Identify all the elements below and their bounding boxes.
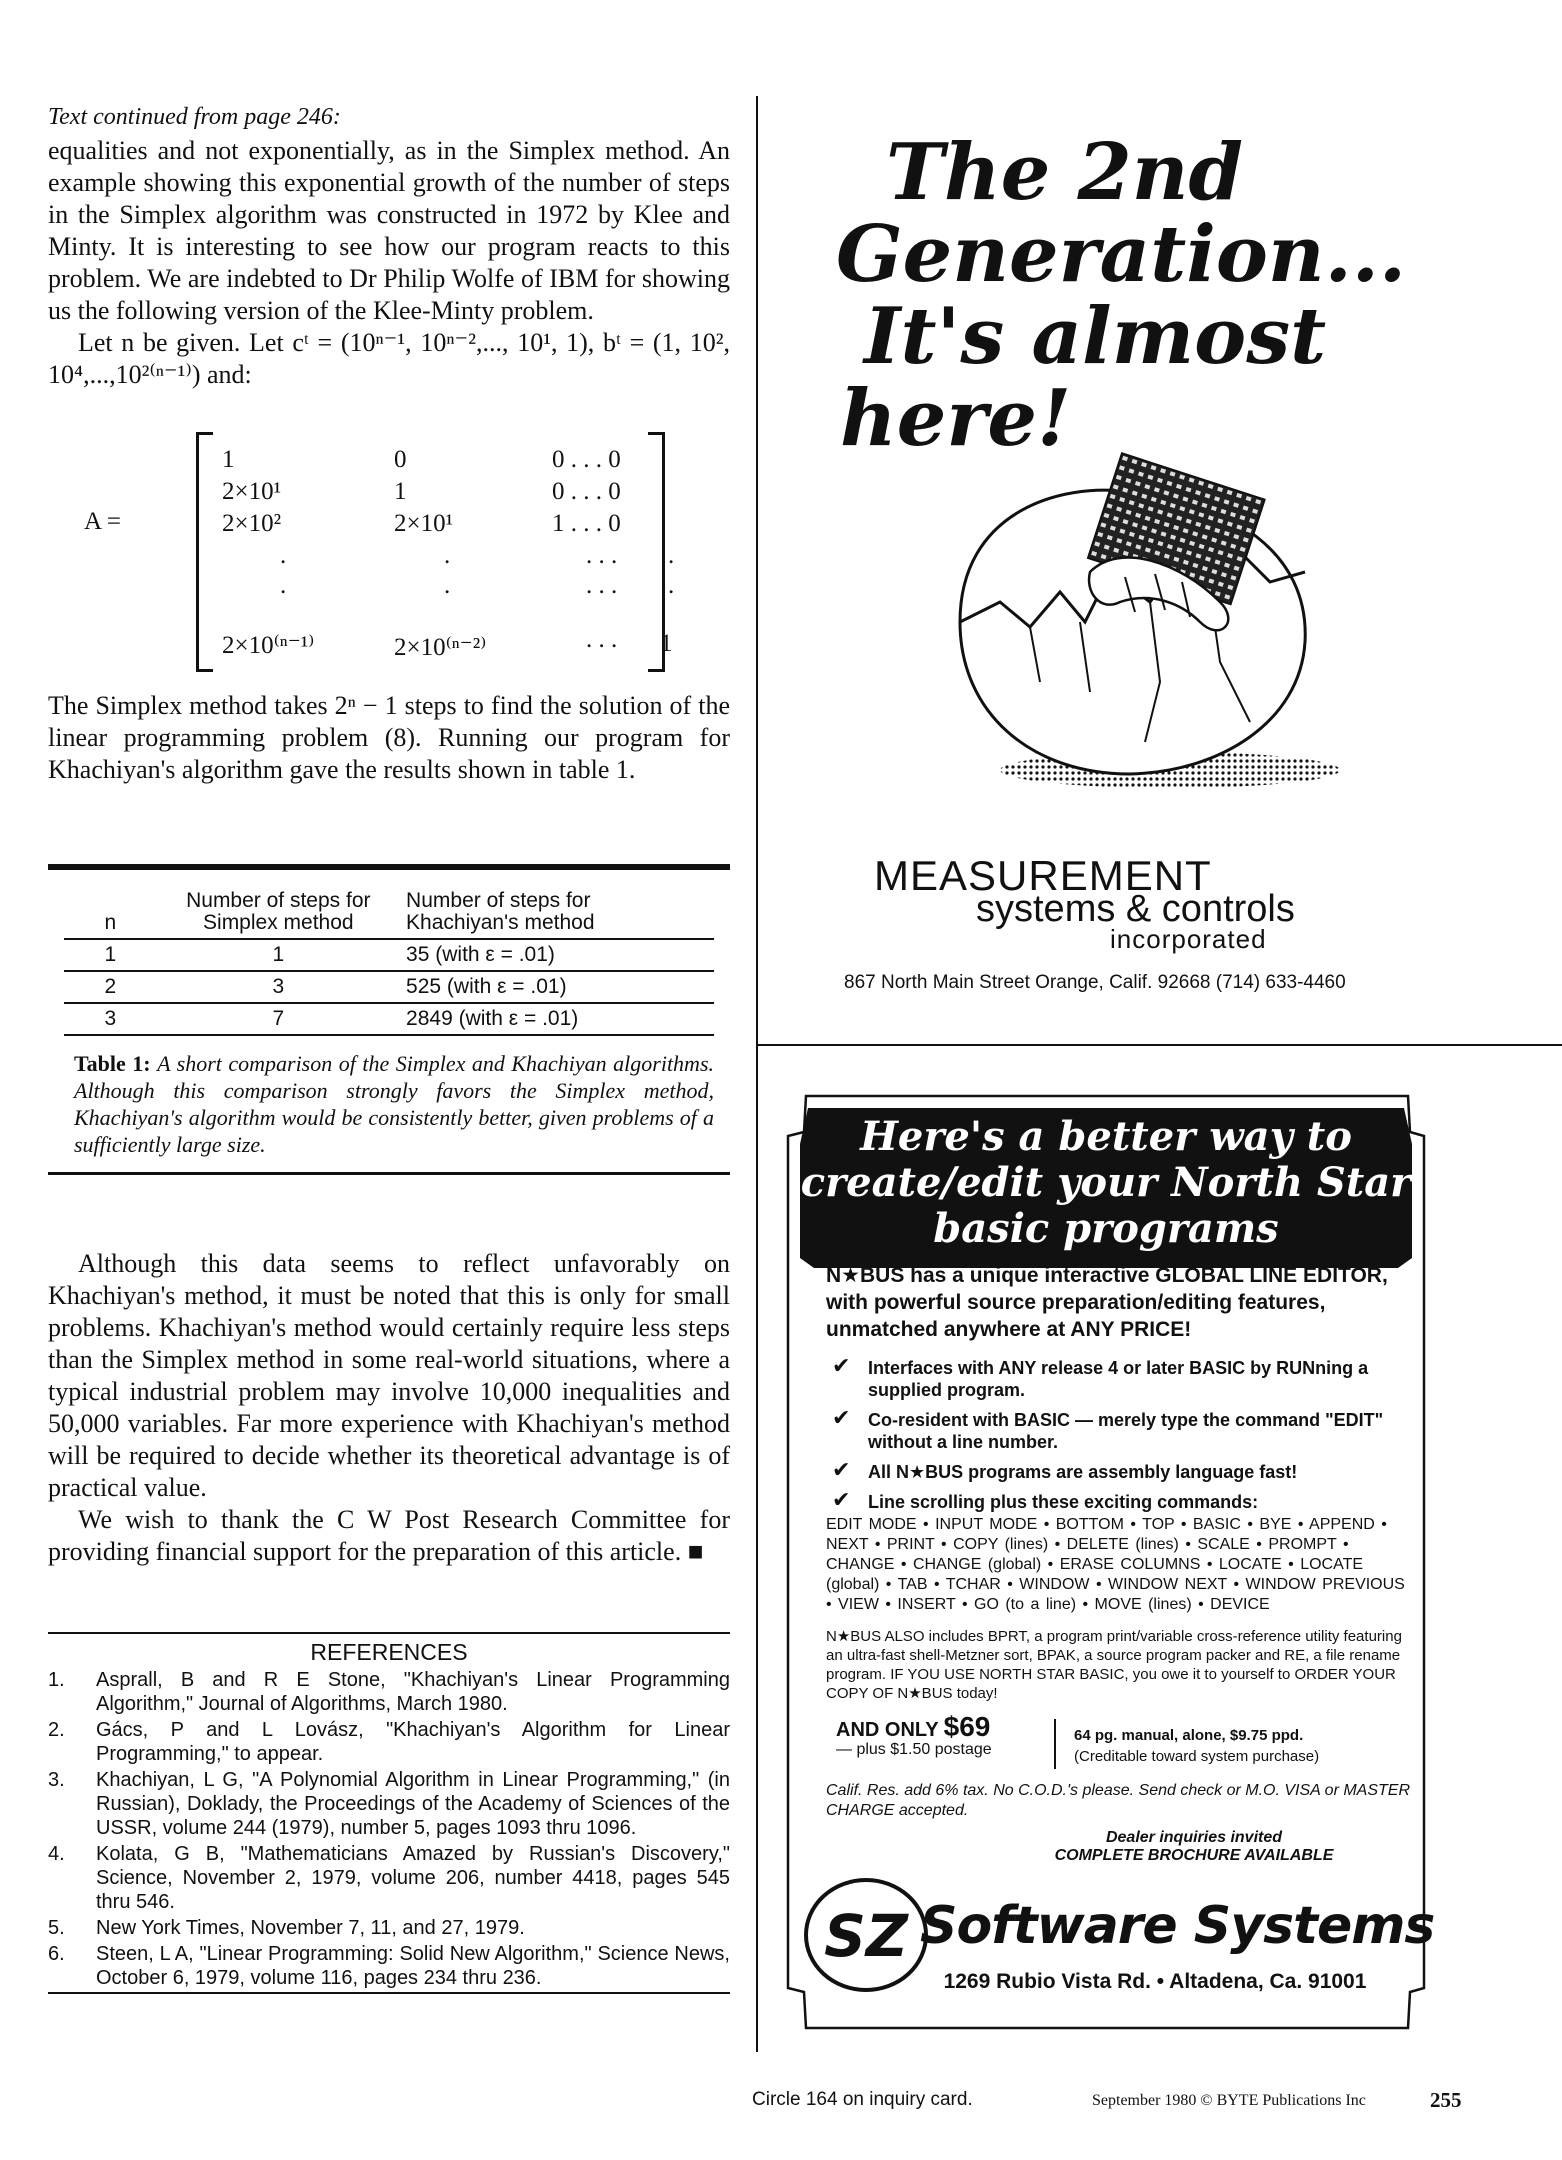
sz-logo xyxy=(802,1876,930,1994)
table-cell: 2 xyxy=(64,971,157,1003)
table-cell: 3 xyxy=(64,1003,157,1035)
article-continuation xyxy=(48,1248,730,1568)
matrix-label: A = xyxy=(84,508,122,535)
feature-item: ✔ Interfaces with ANY release 4 or later BASIC by RUNning a supplied program. xyxy=(832,1353,1369,1400)
matrix-cell: . . . xyxy=(586,542,618,569)
table-cell: 1 xyxy=(157,939,400,971)
manual-note: (Creditable toward system purchase) xyxy=(1074,1748,1320,1765)
matrix-cell: 1 xyxy=(660,630,673,657)
matrix-cell: . xyxy=(668,542,675,569)
matrix-cell: . xyxy=(280,542,287,569)
matrix-cell: . xyxy=(444,542,451,569)
left-bracket xyxy=(196,432,213,672)
reference-list xyxy=(48,1668,730,1990)
reference-item: 1. Asprall, B and R E Stone, "Khachiyan's Linear Programming Algorithm," Journal of Algorithms, March 1980. xyxy=(48,1669,730,1715)
references xyxy=(48,1632,730,1994)
table-cell: 525 (with ε = .01) xyxy=(400,971,714,1003)
order-terms: Calif. Res. add 6% tax. No C.O.D.'s please. Send check or M.O. VISA or MASTER CHARGE accepted. xyxy=(826,1782,1411,1819)
company-name: MEASUREMENT xyxy=(874,852,1212,899)
caption-text: A short comparison of the Simplex and Khachiyan algorithms. Although this comparison strongly favors the Simplex method, Khachiyan's algorithm would be consistently better, given problems of a sufficiently large size. xyxy=(74,1051,715,1157)
article-column xyxy=(48,104,730,391)
matrix-cell: 1 xyxy=(394,478,407,505)
table-cell: 1 xyxy=(64,939,157,971)
table-row xyxy=(64,1003,714,1035)
reference-item: 6. Steen, L A, "Linear Programming: Solid New Algorithm," Science News, October 6, 1979, volume 116, pages 234 thru 236. xyxy=(48,1943,730,1989)
ad-body xyxy=(826,1262,1412,1865)
matrix-cell: 0 . . . 0 xyxy=(552,478,621,505)
manual-price: 64 pg. manual, alone, $9.75 ppd. xyxy=(1074,1727,1304,1744)
column-divider xyxy=(756,96,758,2052)
feature-item: ✔ Line scrolling plus these exciting commands: xyxy=(832,1487,1259,1512)
software-systems-ad xyxy=(784,1092,1435,2032)
ad-also-text: N★BUS ALSO includes BPRT, a program print/variable cross-reference utility featuring an ultra-fast shell-Metzner sort, BPAK, a source program packer and RE, a file rename program. IF YOU USE NORTH STAR BASIC, you owe it to yourself to ORDER YOUR COPY OF N★BUS today! xyxy=(826,1628,1402,1702)
hatching-egg-illustration xyxy=(920,452,1340,792)
matrix-cell: 2×10⁽ⁿ⁻²⁾ xyxy=(394,634,487,661)
price: $69 xyxy=(943,1711,991,1742)
postage: — plus $1.50 postage xyxy=(836,1741,992,1758)
table-cell: 7 xyxy=(157,1003,400,1035)
matrix-cell: 1 . . . 0 xyxy=(552,510,621,537)
price-divider xyxy=(1054,1719,1056,1769)
reference-item: 2. Gács, P and L Lovász, "Khachiyan's Algorithm for Linear Programming," to appear. xyxy=(48,1719,730,1765)
paragraph: Although this data seems to reflect unfavorably on Khachiyan's method, it must be noted that this is only for small problems. Khachiyan's method would certainly require less steps than the Simplex method in some real-world situations, where a typical industrial problem may involve 10,000 inequalities and 50,000 variables. Far more experience with Khachiyan's method will be required to decide whether its theoretical advantage is of practical value. xyxy=(48,1249,730,1502)
dealer-note: Dealer inquiries invited COMPLETE BROCHURE AVAILABLE xyxy=(1054,1829,1334,1864)
matrix-cell: . . . xyxy=(586,572,618,599)
matrix-cell: . xyxy=(668,572,675,599)
check-icon: ✔ xyxy=(832,1487,851,1512)
reference-item: 5. New York Times, November 7, 11, and 27, 1979. xyxy=(48,1917,525,1939)
price-label: AND ONLY xyxy=(836,1719,939,1741)
matrix-cell: 2×10⁽ⁿ⁻¹⁾ xyxy=(222,632,315,659)
paragraph: equalities and not exponentially, as in the Simplex method. An example showing this exponential growth of the number of steps in the Simplex algorithm was constructed in 1972 by Klee and Minty. It is interesting to see how our program reacts to this problem. We are indebted to Dr Philip Wolfe of IBM for showing us the following version of the Klee-Minty problem. xyxy=(48,136,730,325)
feature-item: ✔ Co-resident with BASIC — merely type the command "EDIT" without a line number. xyxy=(832,1405,1384,1452)
table-cell: 3 xyxy=(157,971,400,1003)
ad-divider xyxy=(758,1044,1562,1046)
command-list: EDIT MODE • INPUT MODE • BOTTOM • TOP • BASIC • BYE • APPEND • NEXT • PRINT • COPY (lines) • DELETE (lines) • SCALE • PROMPT • CHANGE • CHANGE (global) • ERASE COLUMNS • LOCATE • LOCATE (global) • TAB • TCHAR • WINDOW • WINDOW NEXT • WINDOW PREVIOUS • VIEW • INSERT • GO (to a line) • MOVE (lines) • DEVICE xyxy=(826,1516,1405,1613)
matrix-cell: . xyxy=(280,572,287,599)
check-icon: ✔ xyxy=(832,1353,851,1378)
table-caption xyxy=(74,1050,714,1158)
table-row xyxy=(64,971,714,1003)
references-title: REFERENCES xyxy=(310,1639,468,1665)
table-header: Number of steps for Khachiyan's method xyxy=(400,886,714,939)
company-address: 1269 Rubio Vista Rd. • Altadena, Ca. 91001 xyxy=(943,1970,1367,1993)
inquiry-note: Circle 164 on inquiry card. xyxy=(752,2089,973,2110)
table-header: Number of steps for Simplex method xyxy=(157,886,400,939)
logo-text: SZ xyxy=(824,1902,908,1970)
pricing xyxy=(826,1711,1412,1777)
paragraph: We wish to thank the C W Post Research Committee for providing financial support for the preparation of this article. ■ xyxy=(48,1505,730,1566)
table-1 xyxy=(48,864,730,1175)
ad-banner-headline: Here's a better way to create/edit your North Star basic programs xyxy=(800,1113,1412,1252)
ad-intro: N★BUS has a unique interactive GLOBAL LINE EDITOR, with powerful source preparation/editing features, unmatched anywhere at ANY PRICE! xyxy=(826,1264,1388,1341)
table-row xyxy=(64,939,714,971)
matrix-cell: 2×10¹ xyxy=(222,478,282,505)
feature-item: ✔ All N★BUS programs are assembly language fast! xyxy=(832,1457,1298,1482)
matrix-cell: . xyxy=(444,572,451,599)
table-cell: 35 (with ε = .01) xyxy=(400,939,714,971)
table-cell: 2849 (with ε = .01) xyxy=(400,1003,714,1035)
table-header: n xyxy=(64,886,157,939)
company-address: 867 North Main Street Orange, Calif. 92668 (714) 633-4460 xyxy=(844,972,1346,993)
continued-note: Text continued from page 246: xyxy=(48,104,341,130)
klee-minty-matrix xyxy=(48,426,730,672)
reference-item: 4. Kolata, G B, "Mathematicians Amazed by Russian's Discovery," Science, November 2, 1979, volume 206, number 4418, pages 545 thru 546. xyxy=(48,1843,730,1913)
check-icon: ✔ xyxy=(832,1457,851,1482)
matrix-cell: 0 . . . 0 xyxy=(552,446,621,473)
check-icon: ✔ xyxy=(832,1405,851,1430)
company-subtitle: systems & controls xyxy=(976,888,1295,930)
company-name: Software Systems xyxy=(920,1896,1435,1956)
paragraph: Let n be given. Let cᵗ = (10ⁿ⁻¹, 10ⁿ⁻²,..., 10¹, 1), bᵗ = (1, 10², 10⁴,...,10²⁽ⁿ⁻¹⁾) and: xyxy=(48,328,730,389)
company-incorporated: incorporated xyxy=(1110,924,1267,954)
publication-line: September 1980 © BYTE Publications Inc xyxy=(1092,2092,1366,2109)
ad-headline: The 2nd Generation... It's almost here! xyxy=(836,127,1407,464)
caption-label: Table 1: xyxy=(74,1051,151,1076)
page-number: 255 xyxy=(1430,2088,1462,2112)
matrix-cell: 1 xyxy=(222,446,235,473)
matrix-cell: 2×10¹ xyxy=(394,510,454,537)
matrix-cell: 0 xyxy=(394,446,407,473)
matrix-cell: . . . xyxy=(586,626,618,653)
paragraph: The Simplex method takes 2ⁿ − 1 steps to find the solution of the linear programming problem (8). Running our program for Khachiyan's algorithm gave the results shown in table 1. xyxy=(48,691,730,784)
reference-item: 3. Khachiyan, L G, "A Polynomial Algorithm in Linear Programming," (in Russian), Doklady, the Proceedings of the Academy of Sciences of the USSR, volume 244 (1979), number 5, pages 1093 thru 1096. xyxy=(48,1769,730,1839)
matrix-cell: 2×10² xyxy=(222,510,282,537)
